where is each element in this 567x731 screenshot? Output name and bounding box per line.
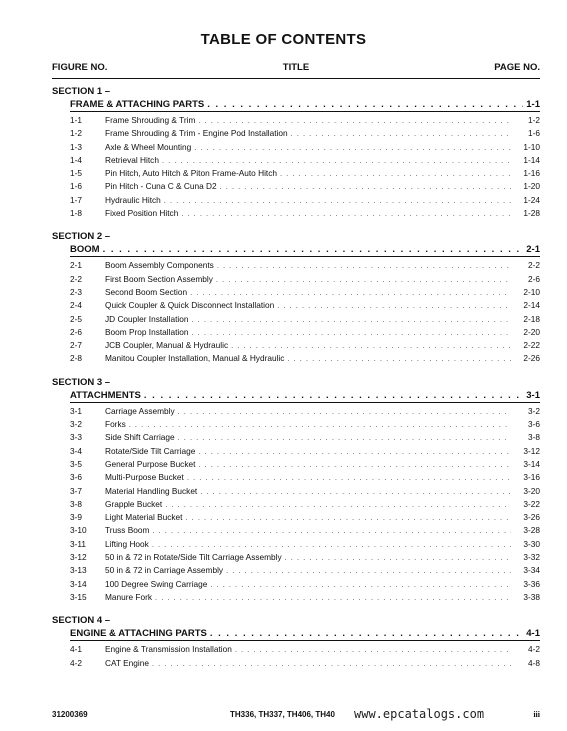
entry-page: 2-6 (528, 273, 540, 284)
toc-entry[interactable] (70, 657, 540, 670)
entry-page: 3-16 (523, 472, 540, 483)
entry-title: Pin Hitch - Cuna C & Cuna D2 (105, 181, 217, 192)
figure-number: 2-7 (70, 340, 82, 351)
figure-number: 3-10 (70, 525, 87, 536)
dot-leader (162, 154, 511, 167)
dot-leader (235, 643, 511, 656)
entry-page: 4-2 (528, 644, 540, 655)
figure-number: 3-1 (70, 405, 82, 416)
figure-number: 3-9 (70, 512, 82, 523)
entry-page: 3-32 (523, 552, 540, 563)
figure-number: 2-5 (70, 313, 82, 324)
toc-body (52, 86, 540, 681)
document-number: 31200369 (52, 710, 88, 719)
dot-leader (277, 299, 511, 312)
entry-title: 50 in & 72 in Rotate/Side Tilt Carriage Assembly (105, 552, 282, 563)
figure-number: 2-3 (70, 286, 82, 297)
entry-title: Manure Fork (105, 591, 153, 602)
toc-entry[interactable] (70, 114, 540, 127)
entry-page: 3-22 (523, 498, 540, 509)
toc-entry[interactable] (70, 167, 540, 180)
entry-page: 3-14 (523, 458, 540, 469)
toc-entry[interactable] (70, 180, 540, 193)
section-title: ENGINE & ATTACHING PARTS (70, 628, 207, 640)
entry-title: Second Boom Section (105, 286, 188, 297)
entry-title: JCB Coupler, Manual & Hydraulic (105, 340, 229, 351)
figure-number: 3-4 (70, 445, 82, 456)
toc-entry[interactable] (70, 511, 540, 524)
figure-no-header: FIGURE NO. (52, 62, 108, 73)
toc-entry[interactable] (70, 471, 540, 484)
figure-number: 1-1 (70, 115, 82, 125)
entry-title: Axle & Wheel Mounting (105, 141, 192, 152)
toc-entry[interactable] (70, 564, 540, 577)
dot-leader (178, 405, 511, 418)
figure-number: 3-3 (70, 432, 82, 443)
figure-number: 1-6 (70, 181, 82, 192)
model-list: TH336, TH337, TH406, TH40 (230, 710, 335, 719)
toc-entry[interactable] (70, 405, 540, 418)
entry-page: 3-38 (523, 591, 540, 602)
dot-leader (226, 564, 511, 577)
toc-entry[interactable] (70, 578, 540, 591)
section-label: SECTION 4 – (52, 615, 111, 627)
toc-entry[interactable] (70, 485, 540, 498)
figure-number: 1-8 (70, 208, 82, 219)
dot-leader (210, 578, 511, 591)
entry-title: Multi-Purpose Bucket (105, 472, 184, 483)
dot-leader (198, 458, 511, 471)
section-label: SECTION 2 – (52, 231, 111, 243)
dot-leader (155, 591, 511, 604)
entry-page: 3-30 (523, 538, 540, 549)
figure-number: 3-5 (70, 458, 82, 469)
figure-number: 2-6 (70, 326, 82, 337)
toc-entry[interactable] (70, 299, 540, 312)
page-title: TABLE OF CONTENTS (200, 31, 367, 48)
entry-page: 3-12 (523, 445, 540, 456)
dot-leader (129, 418, 511, 431)
entry-title: Lifting Hook (105, 538, 149, 549)
figure-number: 3-11 (70, 538, 86, 549)
dot-leader (164, 194, 511, 207)
entry-title: Retrieval Hitch (105, 154, 159, 165)
entry-page: 2-26 (523, 353, 540, 364)
section-title-row[interactable] (70, 627, 540, 641)
figure-number: 1-7 (70, 194, 82, 205)
dot-leader (198, 445, 511, 458)
entry-page: 2-18 (523, 313, 540, 324)
entry-page: 3-8 (528, 432, 540, 443)
section-page: 2-1 (526, 244, 540, 256)
toc-entry[interactable] (70, 352, 540, 365)
dot-leader (207, 98, 523, 111)
dot-leader (285, 551, 511, 564)
toc-entry[interactable] (70, 141, 540, 154)
section-3 (52, 377, 540, 604)
section-2 (52, 231, 540, 365)
section-page: 3-1 (526, 389, 540, 401)
dot-leader (198, 114, 511, 127)
entry-page: 4-8 (528, 657, 540, 668)
entry-page: 1-6 (528, 128, 540, 139)
page-footer (52, 707, 540, 724)
dot-leader (291, 127, 511, 140)
toc-entry[interactable] (70, 445, 540, 458)
entry-title: Pin Hitch, Auto Hitch & Piton Frame-Auto Hitch (105, 168, 277, 179)
dot-leader (191, 313, 511, 326)
dot-leader (231, 339, 511, 352)
entry-page: 1-20 (523, 181, 540, 192)
dot-leader (103, 243, 524, 256)
dot-leader (152, 524, 511, 537)
dot-leader (185, 511, 511, 524)
entry-page: 2-20 (523, 326, 540, 337)
section-label: SECTION 3 – (52, 376, 111, 388)
toc-entry[interactable] (70, 313, 540, 326)
figure-number: 2-8 (70, 353, 82, 364)
entry-title: Manitou Coupler Installation, Manual & Hydraulic (105, 353, 285, 364)
figure-number: 3-2 (70, 419, 82, 430)
toc-entry[interactable] (70, 418, 540, 431)
column-headers (52, 62, 540, 79)
entry-title: Frame Shrouding & Trim (105, 115, 196, 125)
toc-entry[interactable] (70, 524, 540, 537)
entry-title: Side Shift Carriage (105, 432, 175, 443)
toc-entry[interactable] (70, 538, 540, 551)
figure-number: 3-14 (70, 578, 87, 589)
figure-number: 1-2 (70, 128, 82, 139)
entry-page: 2-14 (523, 300, 540, 311)
figure-number: 3-15 (70, 591, 87, 602)
entry-title: Carriage Assembly (105, 405, 175, 416)
section-title-row[interactable] (70, 389, 540, 403)
entry-page: 3-36 (523, 578, 540, 589)
toc-entry[interactable] (70, 339, 540, 352)
dot-leader (187, 471, 511, 484)
toc-entry[interactable] (70, 259, 540, 272)
dot-leader (191, 326, 511, 339)
section-label: SECTION 1 – (52, 86, 111, 97)
title-header: TITLE (282, 62, 310, 73)
entry-title: Frame Shrouding & Trim - Engine Pod Installation (105, 128, 288, 139)
section-4 (52, 615, 540, 670)
toc-entry[interactable] (70, 431, 540, 444)
figure-number: 4-2 (70, 657, 82, 668)
section-title: BOOM (70, 244, 100, 256)
figure-number: 3-13 (70, 565, 87, 576)
entry-title: Hydraulic Hitch (105, 194, 161, 205)
dot-leader (200, 485, 511, 498)
figure-number: 2-1 (70, 260, 82, 271)
toc-entry[interactable] (70, 286, 540, 299)
entry-page: 3-2 (528, 405, 540, 416)
entry-title: Material Handling Bucket (105, 485, 198, 496)
entry-page: 2-22 (523, 340, 540, 351)
section-title: ATTACHMENTS (70, 389, 141, 401)
dot-leader (178, 431, 511, 444)
dot-leader (220, 180, 511, 193)
toc-entry[interactable] (70, 643, 540, 656)
entry-page: 3-34 (523, 565, 540, 576)
page-no-header: PAGE NO. (494, 62, 540, 73)
dot-leader (217, 259, 511, 272)
dot-leader (287, 352, 511, 365)
toc-entry[interactable] (70, 207, 540, 220)
entry-title: Boom Assembly Components (105, 260, 214, 271)
figure-number: 3-7 (70, 485, 82, 496)
toc-entry[interactable] (70, 127, 540, 140)
section-title-row[interactable] (70, 98, 540, 112)
entry-page: 1-24 (523, 194, 540, 205)
toc-entry[interactable] (70, 498, 540, 511)
section-page: 1-1 (526, 99, 540, 110)
figure-number: 3-6 (70, 472, 82, 483)
dot-leader (152, 657, 511, 670)
dot-leader (181, 207, 511, 220)
entry-title: Truss Boom (105, 525, 150, 536)
entry-page: 2-10 (523, 286, 540, 297)
entry-title: 50 in & 72 in Carriage Assembly (105, 565, 224, 576)
entry-title: Fixed Position Hitch (105, 208, 179, 219)
entry-title: General Purpose Bucket (105, 458, 196, 469)
watermark: www.epcatalogs.com (354, 707, 485, 721)
entry-title: JD Coupler Installation (105, 313, 189, 324)
entry-page: 1-16 (523, 168, 540, 179)
dot-leader (144, 389, 523, 402)
toc-entry[interactable] (70, 458, 540, 471)
section-1 (52, 86, 540, 220)
entry-title: Boom Prop Installation (105, 326, 189, 337)
dot-leader (194, 141, 511, 154)
entry-page: 1-2 (528, 115, 540, 125)
entry-page: 2-2 (528, 260, 540, 271)
figure-number: 3-12 (70, 552, 87, 563)
figure-number: 1-4 (70, 154, 82, 165)
figure-number: 1-5 (70, 168, 82, 179)
figure-number: 1-3 (70, 141, 82, 152)
entry-page: 3-26 (523, 512, 540, 523)
dot-leader (210, 627, 523, 640)
section-title: FRAME & ATTACHING PARTS (70, 99, 205, 110)
toc-entry[interactable] (70, 273, 540, 286)
entry-page: 1-14 (523, 154, 540, 165)
toc-entry[interactable] (70, 551, 540, 564)
dot-leader (152, 538, 511, 551)
entry-title: CAT Engine (105, 657, 149, 668)
figure-number: 3-8 (70, 498, 82, 509)
section-title-row[interactable] (70, 243, 540, 257)
entry-title: First Boom Section Assembly (105, 273, 213, 284)
page-number: iii (533, 710, 540, 719)
entry-page: 3-20 (523, 485, 540, 496)
entry-title: Engine & Transmission Installation (105, 644, 232, 655)
section-page: 4-1 (526, 628, 540, 640)
entry-title: Quick Coupler & Quick Disconnect Installation (105, 300, 275, 311)
dot-leader (216, 273, 511, 286)
dot-leader (165, 498, 511, 511)
figure-number: 2-4 (70, 300, 82, 311)
figure-number: 4-1 (70, 644, 82, 655)
entry-title: 100 Degree Swing Carriage (105, 578, 208, 589)
entry-title: Light Material Bucket (105, 512, 183, 523)
dot-leader (280, 167, 511, 180)
dot-leader (190, 286, 511, 299)
toc-entry[interactable] (70, 154, 540, 167)
toc-entry[interactable] (70, 326, 540, 339)
toc-entry[interactable] (70, 591, 540, 604)
entry-page: 1-10 (523, 141, 540, 152)
toc-entry[interactable] (70, 194, 540, 207)
entry-title: Grapple Bucket (105, 498, 163, 509)
entry-page: 3-28 (523, 525, 540, 536)
entry-page: 1-28 (523, 208, 540, 219)
entry-title: Forks (105, 419, 126, 430)
figure-number: 2-2 (70, 273, 82, 284)
entry-title: Rotate/Side Tilt Carriage (105, 445, 196, 456)
entry-page: 3-6 (528, 419, 540, 430)
